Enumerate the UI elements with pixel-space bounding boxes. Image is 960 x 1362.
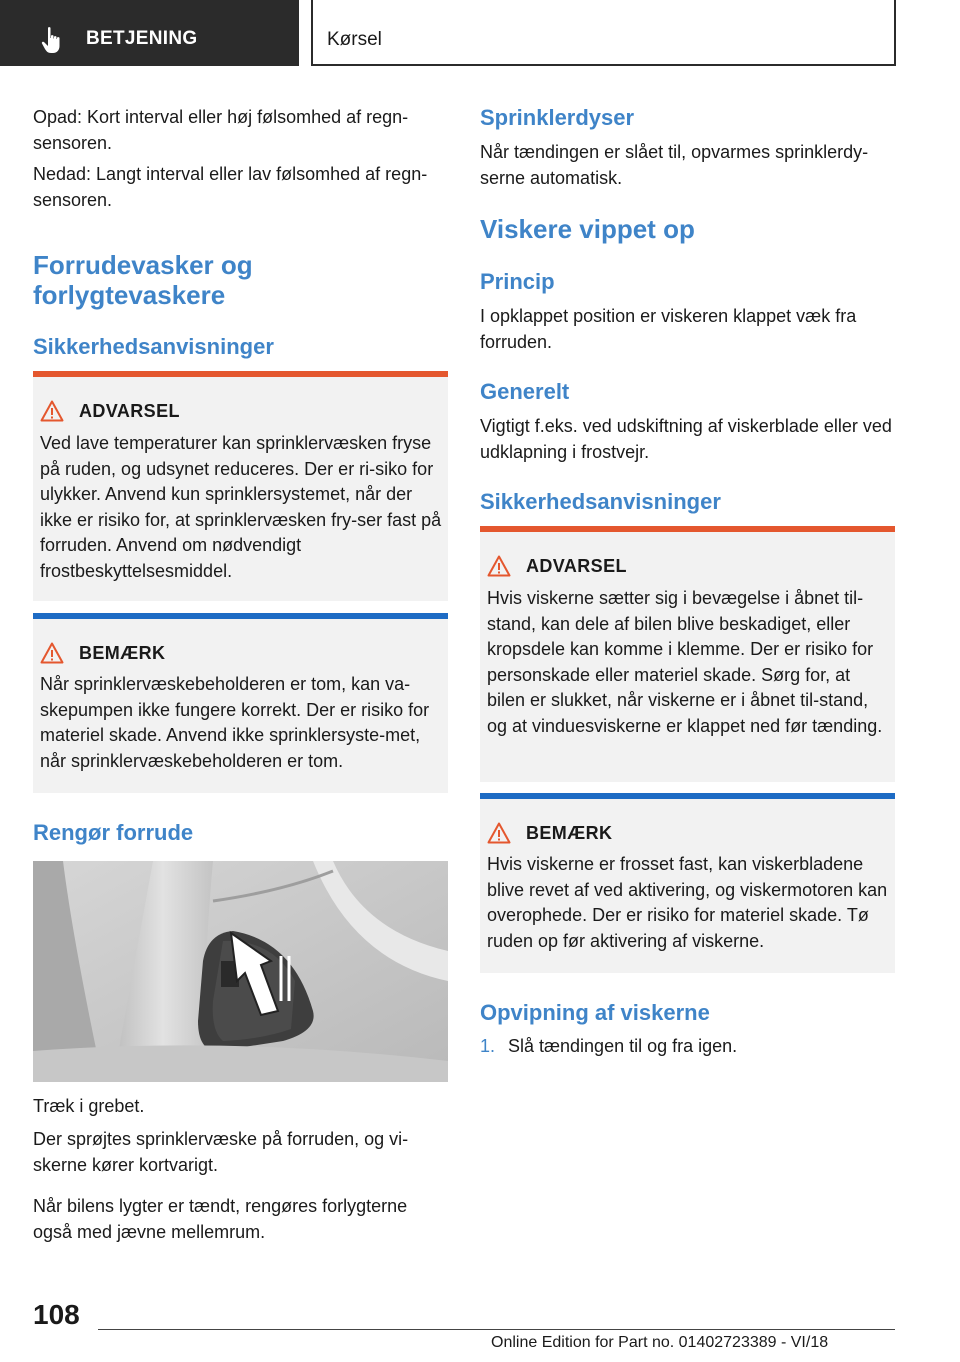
step-number: 1. — [480, 1036, 496, 1056]
step-text: Slå tændingen til og fra igen. — [508, 1036, 738, 1056]
warning-box-right — [480, 526, 895, 782]
footer-rule — [98, 1329, 895, 1330]
heading-safety-right: Sikkerhedsanvisninger — [480, 489, 721, 514]
notice-title: BEMÆRK — [79, 643, 166, 663]
warning-text: Ved lave temperaturer kan sprinklervæsken fryse på ruden, og udsynet reduceres. Der er ri-siko for ulykker. Anvend kun sprinklersystemet, når der ikke er risiko for, at sprinklervæsken fry-ser fast på forruden. Anvend om nødvendigt frostbeskyttelsesmiddel. — [40, 433, 442, 581]
warning-triangle-icon — [487, 555, 511, 577]
edition-note: Online Edition for Part no. 01402723389 - VI/18 — [491, 1334, 829, 1351]
wiper-lever-illustration — [33, 861, 448, 1082]
chapter-label: Kørsel — [327, 29, 382, 50]
notice-bar — [33, 613, 448, 619]
warning-triangle-icon — [40, 400, 64, 422]
notice-title: BEMÆRK — [526, 823, 613, 843]
notice-text: Hvis viskerne er frosset fast, kan viskerbladene blive revet af ved aktivering, og viskermotoren kan overophede. Der er risiko for materiel skade. Tø ruden op før aktivering af viskerne. — [487, 854, 888, 951]
warning-triangle-icon — [40, 642, 64, 664]
notice-box-left — [33, 613, 448, 793]
section-label: BETJENING — [86, 28, 198, 49]
warning-title: ADVARSEL — [79, 401, 180, 421]
paragraph-general: Vigtigt f.eks. ved udskiftning af viskerblade eller ved udklapning i frostvejr. — [480, 416, 892, 462]
notice-bar — [480, 793, 895, 799]
paragraph-principle: I opklappet position er viskeren klappet væk fra forruden. — [480, 306, 857, 352]
notice-text: Når sprinklervæskebeholderen er tom, kan va-skepumpen ikke fungere korrekt. Der er risiko for materiel skade. Anvend ikke sprinklersyste-met, når sprinklervæskebeholderen er tom. — [40, 674, 430, 771]
warning-title: ADVARSEL — [526, 556, 627, 576]
chapter-tab — [311, 0, 896, 66]
warning-box-left — [33, 371, 448, 601]
heading-clean: Rengør forrude — [33, 820, 194, 845]
section-tab — [0, 0, 299, 66]
heading-wipers-folded: Viskere vippet op — [480, 214, 695, 244]
hand-pointer-icon — [40, 26, 66, 54]
heading-fold-up: Opvipning af viskerne — [480, 1000, 710, 1025]
notice-box-right — [480, 793, 895, 973]
heading-principle: Princip — [480, 269, 555, 294]
intro-paragraph-down: Nedad: Langt interval eller lav følsomhed af regn-sensoren. — [33, 164, 428, 210]
intro-paragraph-up: Opad: Kort interval eller høj følsomhed af regn-sensoren. — [33, 107, 409, 153]
paragraph-pull-lever: Træk i grebet. — [33, 1096, 145, 1116]
heading-general: Generelt — [480, 379, 570, 404]
paragraph-headlights: Når bilens lygter er tændt, rengøres forlygterne også med jævne mellemrum. — [33, 1196, 408, 1242]
heading-nozzles: Sprinklerdyser — [480, 105, 635, 130]
heading-washer: Forrudevasker og forlygtevaskere — [33, 250, 253, 310]
paragraph-nozzles: Når tændingen er slået til, opvarmes sprinklerdy-serne automatisk. — [480, 142, 869, 188]
warning-bar — [480, 526, 895, 532]
paragraph-spray: Der sprøjtes sprinklervæske på forruden, og vi-skerne kører kortvarigt. — [33, 1129, 409, 1175]
warning-bar — [33, 371, 448, 377]
heading-safety-left: Sikkerhedsanvisninger — [33, 334, 274, 359]
page-number: 108 — [33, 1299, 80, 1330]
warning-text: Hvis viskerne sætter sig i bevægelse i åbnet til-stand, kan dele af bilen blive beskadiget, eller kropsdele kan komme i klemme. Der er risiko for personskade eller materiel skade. Sørg for, at bilen er slukket, når viskerne er i åbnet til-stand, og at vinduesviskerne er klappet ned før tænding. — [487, 588, 883, 736]
wiper-lever-photo — [33, 861, 448, 1082]
warning-triangle-icon — [487, 822, 511, 844]
